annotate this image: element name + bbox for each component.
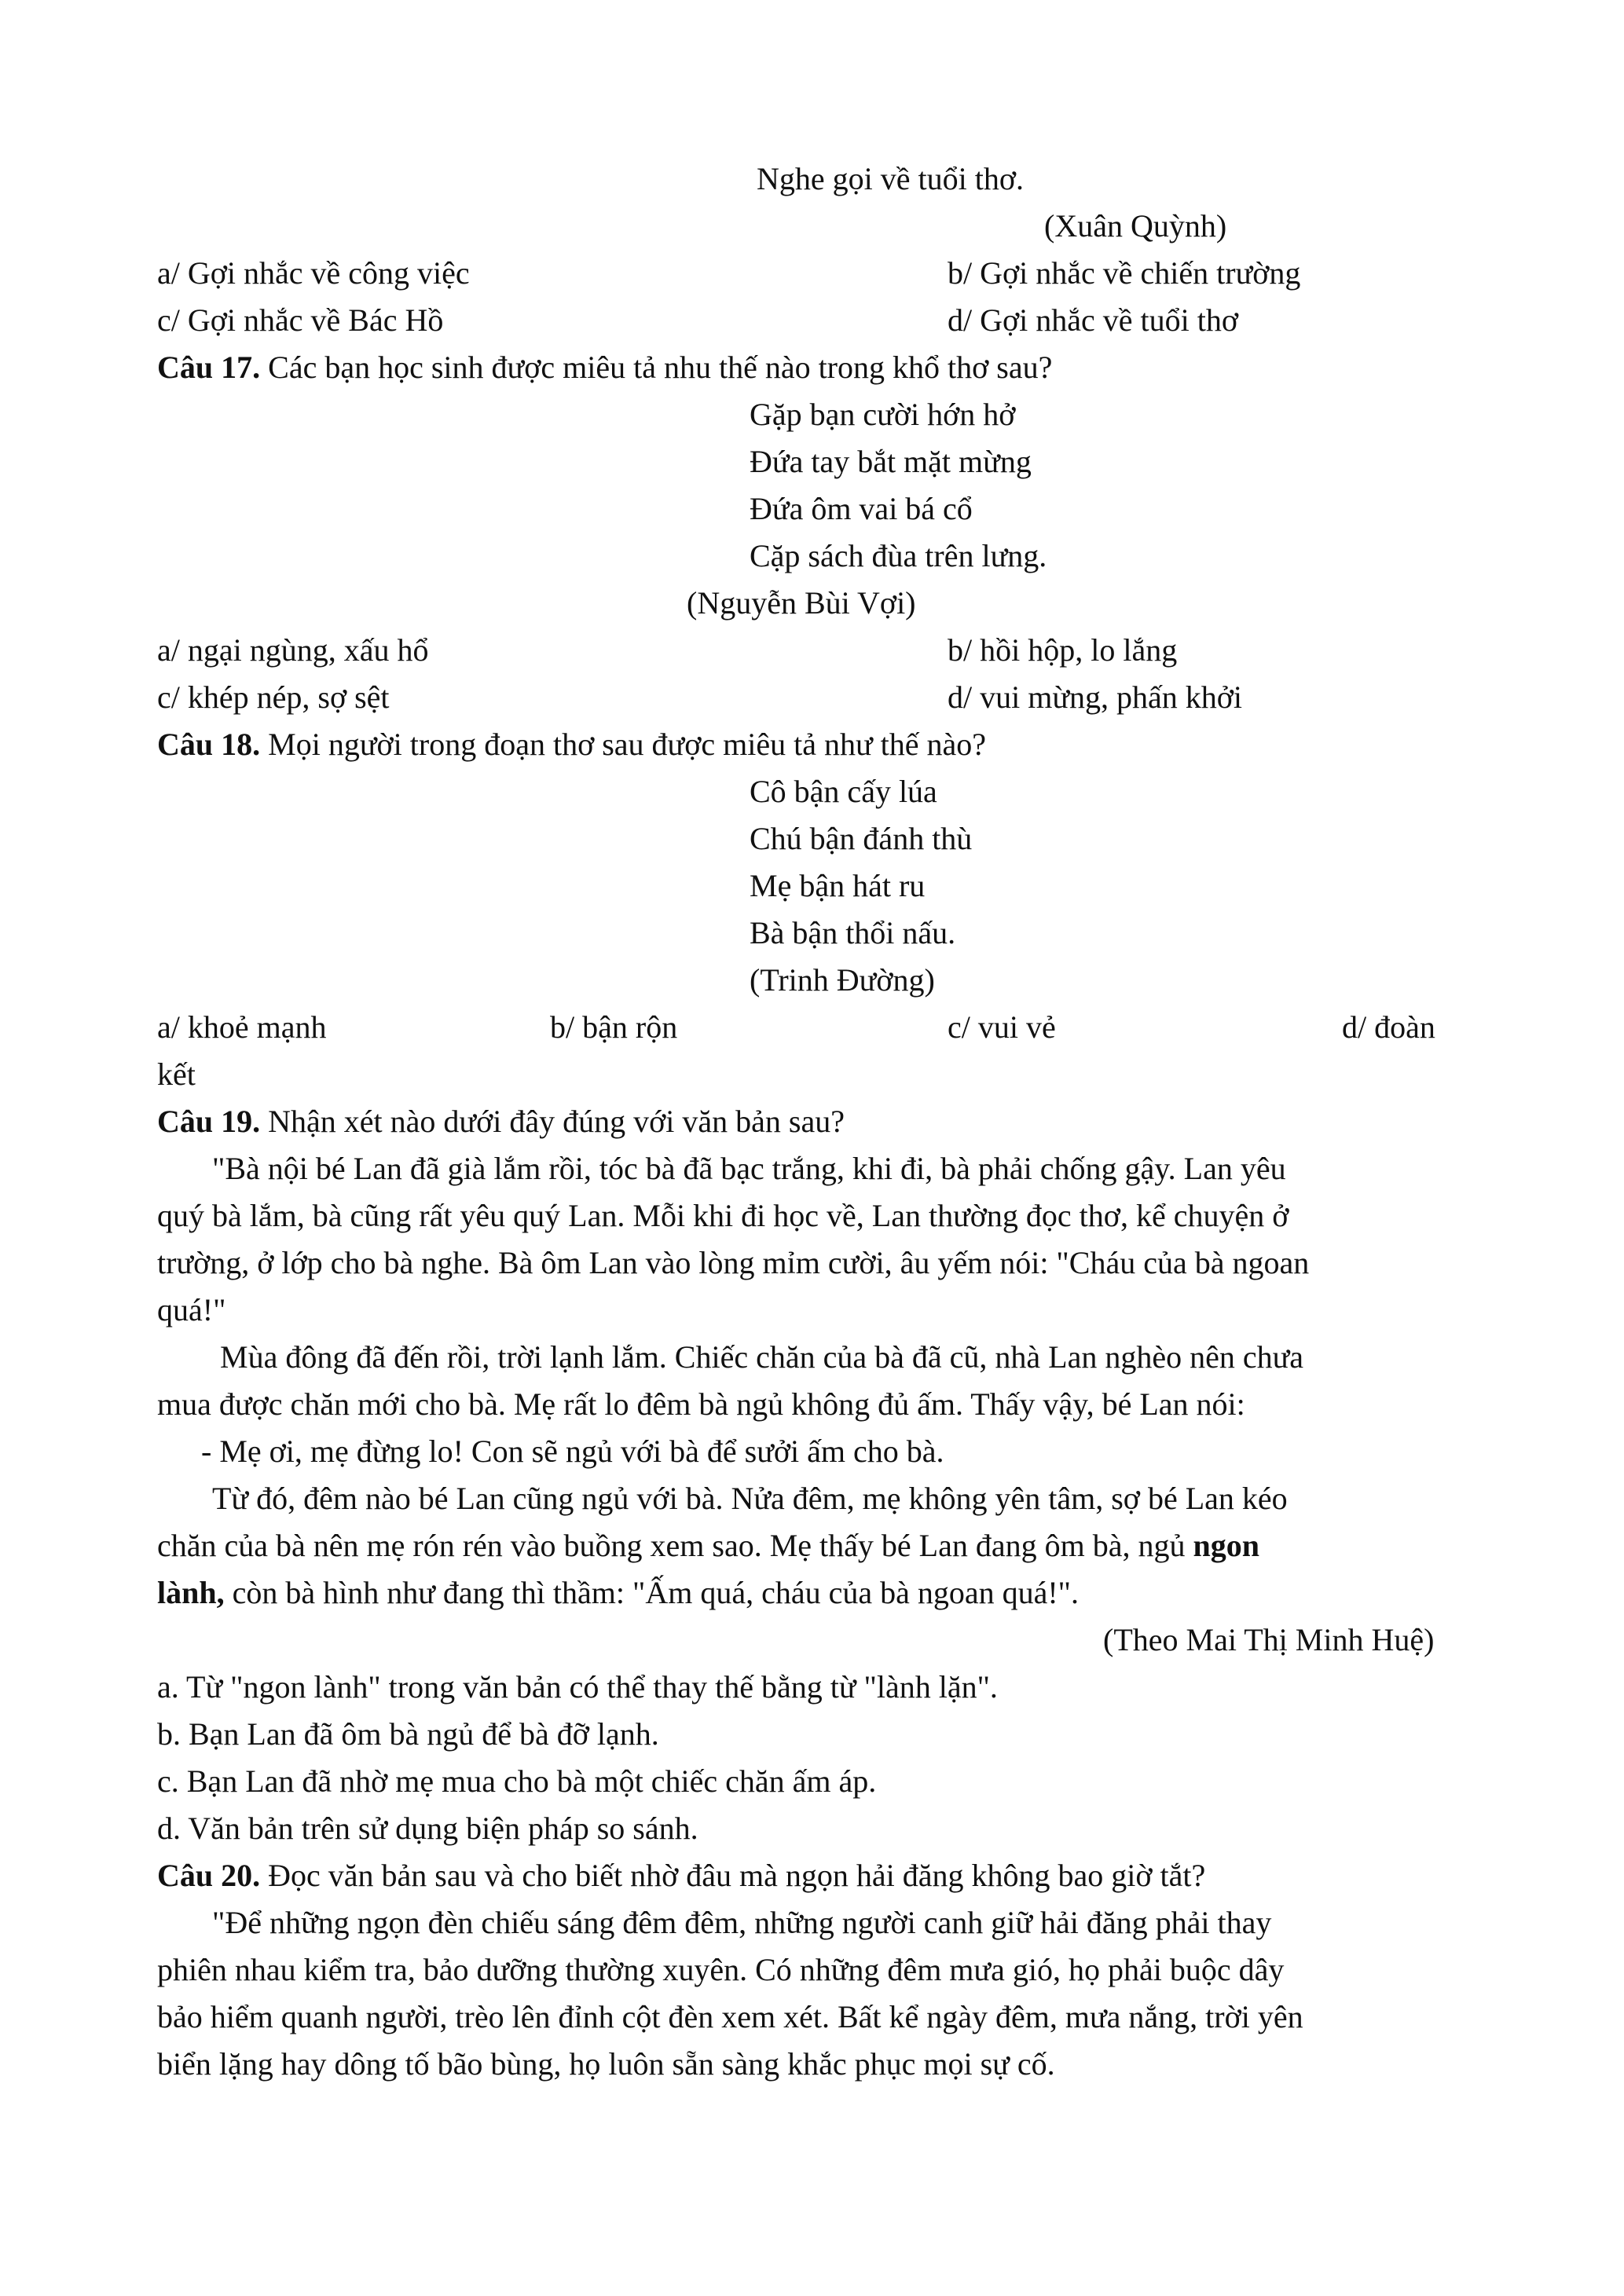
q17-poem-line-4: Cặp sách đùa trên lưng. (750, 538, 1047, 573)
q18-poem-line-3: Mẹ bận hát ru (750, 868, 926, 903)
q18-poem-line-4: Bà bận thổi nấu. (750, 915, 956, 950)
q19-passage-line-10-text: còn bà hình như đang thì thầm: "Ấm quá, cháu của bà ngoan quá!". (224, 1575, 1079, 1610)
q19-passage-line-4: quá!" (157, 1292, 226, 1327)
q18-text: Mọi người trong đoạn thơ sau được miêu tả như thế nào? (260, 727, 987, 762)
q19-passage-line-2: quý bà lắm, bà cũng rất yêu quý Lan. Mỗi khi đi học về, Lan thường đọc thơ, kể chuyện ở (157, 1198, 1289, 1233)
q20-label: Câu 20. (157, 1858, 261, 1893)
q20-passage-line-1: "Để những ngọn đèn chiếu sáng đêm đêm, những người canh giữ hải đăng phải thay (212, 1905, 1272, 1940)
q17-author: (Nguyễn Bùi Vợi) (687, 585, 916, 621)
q17-label: Câu 17. (157, 350, 261, 385)
q16-option-d: d/ Gợi nhắc về tuổi thơ (948, 302, 1239, 338)
q19-choice-b: b. Bạn Lan đã ôm bà ngủ để bà đỡ lạnh. (157, 1716, 659, 1752)
q20-question (157, 1860, 1205, 1891)
q16-option-c: c/ Gợi nhắc về Bác Hồ (157, 302, 444, 338)
q17-option-d: d/ vui mừng, phấn khởi (948, 679, 1243, 715)
q17-poem-line-3: Đứa ôm vai bá cổ (750, 491, 973, 526)
q19-choice-a: a. Từ "ngon lành" trong văn bản có thể thay thế bằng từ "lành lặn". (157, 1669, 998, 1705)
q18-option-a: a/ khoẻ mạnh (157, 1009, 327, 1045)
q19-passage-line-10 (157, 1577, 1079, 1609)
q19-passage-line-7: - Mẹ ơi, mẹ đừng lo! Con sẽ ngủ với bà để sưởi ấm cho bà. (201, 1434, 944, 1469)
q17-option-b: b/ hồi hộp, lo lắng (948, 632, 1178, 668)
q20-passage-line-4: biển lặng hay dông tố bão bùng, họ luôn sẵn sàng khắc phục mọi sự cố. (157, 2046, 1055, 2082)
q19-bold-word-1: ngon (1193, 1528, 1259, 1563)
q18-label: Câu 18. (157, 727, 261, 762)
q19-passage-line-9 (157, 1530, 1259, 1562)
q20-passage-line-2: phiên nhau kiểm tra, bảo dưỡng thường xuyên. Có những đêm mưa gió, họ phải buộc dây (157, 1952, 1285, 1987)
q18-option-d-wrap: kết (157, 1056, 196, 1092)
q17-poem-line-2: Đứa tay bắt mặt mừng (750, 444, 1032, 479)
q17-option-c: c/ khép nép, sợ sệt (157, 679, 390, 715)
q17-text: Các bạn học sinh được miêu tả nhu thế nào trong khổ thơ sau? (260, 350, 1053, 385)
q16-author: (Xuân Quỳnh) (1044, 208, 1227, 244)
q17-option-a: a/ ngại ngùng, xấu hổ (157, 632, 429, 668)
q19-text: Nhận xét nào dưới đây đúng với văn bản sau? (260, 1104, 845, 1139)
q18-author: (Trinh Đường) (750, 962, 935, 998)
q19-source: (Theo Mai Thị Minh Huệ) (1103, 1622, 1435, 1657)
q19-passage-line-5: Mùa đông đã đến rồi, trời lạnh lắm. Chiếc chăn của bà đã cũ, nhà Lan nghèo nên chưa (220, 1339, 1304, 1375)
q18-poem-line-2: Chú bận đánh thù (750, 821, 973, 856)
q20-passage-line-3: bảo hiểm quanh người, trèo lên đỉnh cột đèn xem xét. Bất kể ngày đêm, mưa nắng, trời yên (157, 1999, 1303, 2034)
q18-option-d: d/ đoàn (1342, 1009, 1435, 1045)
q19-bold-word-2: lành, (157, 1575, 225, 1610)
q16-option-a: a/ Gợi nhắc về công việc (157, 255, 470, 291)
q19-passage-line-8: Từ đó, đêm nào bé Lan cũng ngủ với bà. Nửa đêm, mẹ không yên tâm, sợ bé Lan kéo (212, 1481, 1288, 1516)
q17-poem-line-1: Gặp bạn cười hớn hở (750, 397, 1016, 432)
q19-choice-c: c. Bạn Lan đã nhờ mẹ mua cho bà một chiếc chăn ấm áp. (157, 1763, 877, 1799)
q18-poem-line-1: Cô bận cấy lúa (750, 774, 937, 809)
q18-option-b: b/ bận rộn (550, 1009, 678, 1045)
q18-option-c: c/ vui vẻ (948, 1009, 1056, 1045)
q20-text: Đọc văn bản sau và cho biết nhờ đâu mà ngọn hải đăng không bao giờ tắt? (260, 1858, 1206, 1893)
q19-label: Câu 19. (157, 1104, 261, 1139)
q19-choice-d: d. Văn bản trên sử dụng biện pháp so sánh. (157, 1811, 698, 1846)
q18-question (157, 729, 986, 760)
q19-question (157, 1106, 845, 1137)
q19-passage-line-9-text: chăn của bà nên mẹ rón rén vào buồng xem sao. Mẹ thấy bé Lan đang ôm bà, ngủ (157, 1528, 1193, 1563)
q19-passage-line-6: mua được chăn mới cho bà. Mẹ rất lo đêm bà ngủ không đủ ấm. Thấy vậy, bé Lan nói: (157, 1386, 1245, 1422)
q19-passage-line-3: trường, ở lớp cho bà nghe. Bà ôm Lan vào lòng mỉm cười, âu yếm nói: "Cháu của bà ngoan (157, 1245, 1310, 1280)
q16-poem-line: Nghe gọi về tuổi thơ. (757, 161, 1024, 196)
q16-option-b: b/ Gợi nhắc về chiến trường (948, 255, 1301, 291)
q17-question (157, 352, 1052, 383)
q19-passage-line-1: "Bà nội bé Lan đã già lắm rồi, tóc bà đã bạc trắng, khi đi, bà phải chống gậy. Lan yêu (212, 1151, 1286, 1186)
